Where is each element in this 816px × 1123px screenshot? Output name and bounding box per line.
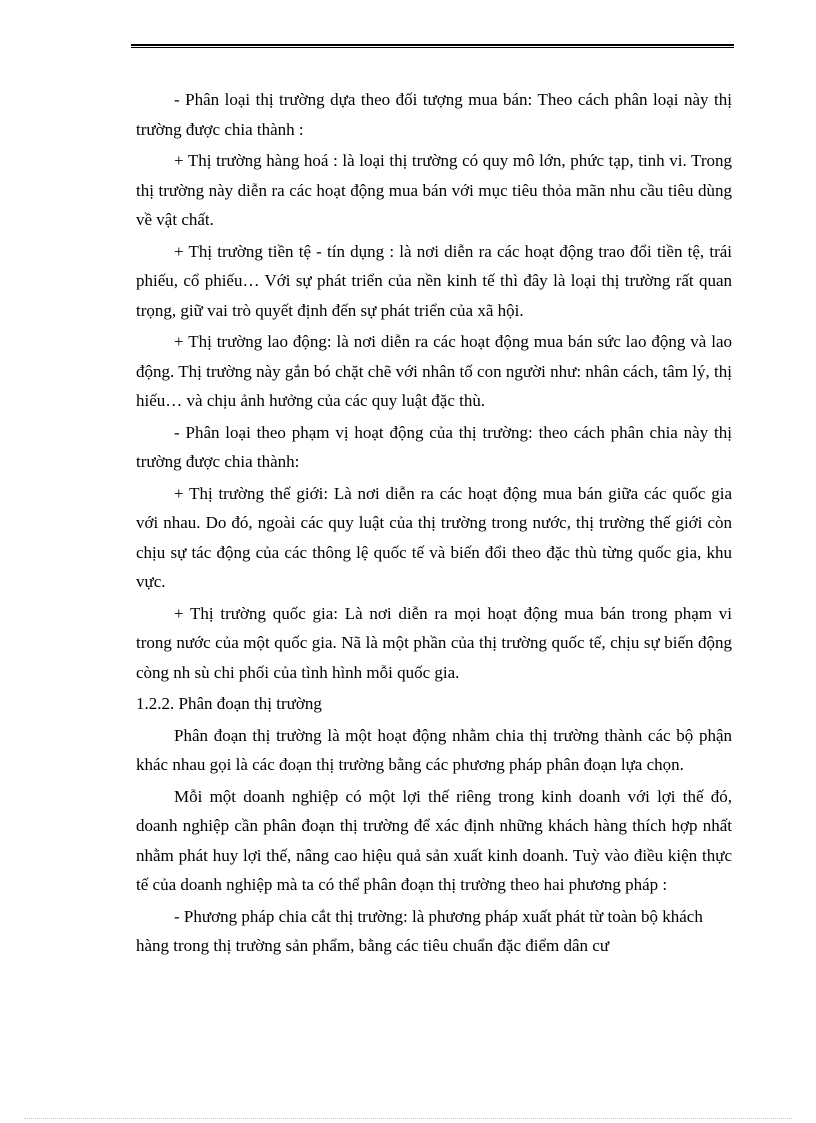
paragraph-world-market: + Thị trường thế giới: Là nơi diễn ra các hoạt động mua bán giữa các quốc gia với nhau. Do đó, ngoài các quy luật của thị trường trong nước, thị trường thế giới còn chịu sự tác động của các thông lệ quốc tế và biến đổi theo đặc thù từng quốc gia, khu vực. bbox=[136, 483, 732, 591]
paragraph-division-method: - Phương pháp chia cắt thị trường: là phương pháp xuất phát từ toàn bộ khách hàng trong thị trường sản phẩm, bằng các tiêu chuẩn đặc điểm dân cư bbox=[136, 906, 703, 955]
paragraph-segmentation-advantage: Mỗi một doanh nghiệp có một lợi thế riêng trong kinh doanh với lợi thế đó, doanh nghiệp cần phân đoạn thị trường để xác định những khách hàng thích hợp nhất nhằm phát huy lợi thế, nâng cao hiệu quả sản xuất kinh doanh. Tuỳ vào điều kiện thực tế của doanh nghiệp mà ta có thể phân đoạn thị trường theo hai phương pháp : bbox=[136, 786, 732, 894]
header-double-rule bbox=[131, 44, 734, 48]
section-heading-1-2-2: 1.2.2. Phân đoạn thị trường bbox=[136, 694, 322, 713]
paragraph-goods-market: + Thị trường hàng hoá : là loại thị trường có quy mô lớn, phức tạp, tinh vi. Trong thị trường này diễn ra các hoạt động mua bán với mục tiêu thỏa mãn nhu cầu tiêu dùng về vật chất. bbox=[136, 151, 732, 229]
paragraph-segmentation-definition: Phân đoạn thị trường là một hoạt động nhằm chia thị trường thành các bộ phận khác nhau gọi là các đoạn thị trường bằng các phương pháp phân đoạn lựa chọn. bbox=[136, 725, 732, 774]
paragraph-labor-market: + Thị trường lao động: là nơi diễn ra các hoạt động mua bán sức lao động và lao động. Thị trường này gắn bó chặt chẽ với nhân tố con người như: nhân cách, tâm lý, thị hiếu… và chịu ảnh hưởng của các quy luật đặc thù. bbox=[136, 332, 732, 410]
page-bottom-border bbox=[24, 1118, 792, 1119]
paragraph-national-market: + Thị trường quốc gia: Là nơi diễn ra mọi hoạt động mua bán trong phạm vi trong nước của một quốc gia. Nã là một phần của thị trường quốc tế, chịu sự biến động còng nh sù chi phối của tình hình mỗi quốc gia. bbox=[136, 603, 732, 682]
paragraph-market-by-scope: - Phân loại theo phạm vị hoạt động của thị trường: theo cách phân chia này thị trường được chia thành: bbox=[136, 422, 732, 471]
paragraph-money-credit-market: + Thị trường tiền tệ - tín dụng : là nơi diễn ra các hoạt động trao đổi tiền tệ, trái phiếu, cổ phiếu… Với sự phát triển của nền kinh tế thì đây là loại thị trường rất quan trọng, giữ vai trò quyết định đến sự phát triển của xã hội. bbox=[136, 241, 732, 320]
document-body bbox=[136, 85, 732, 963]
paragraph-market-by-object: - Phân loại thị trường dựa theo đối tượng mua bán: Theo cách phân loại này thị trường được chia thành : bbox=[136, 90, 732, 139]
